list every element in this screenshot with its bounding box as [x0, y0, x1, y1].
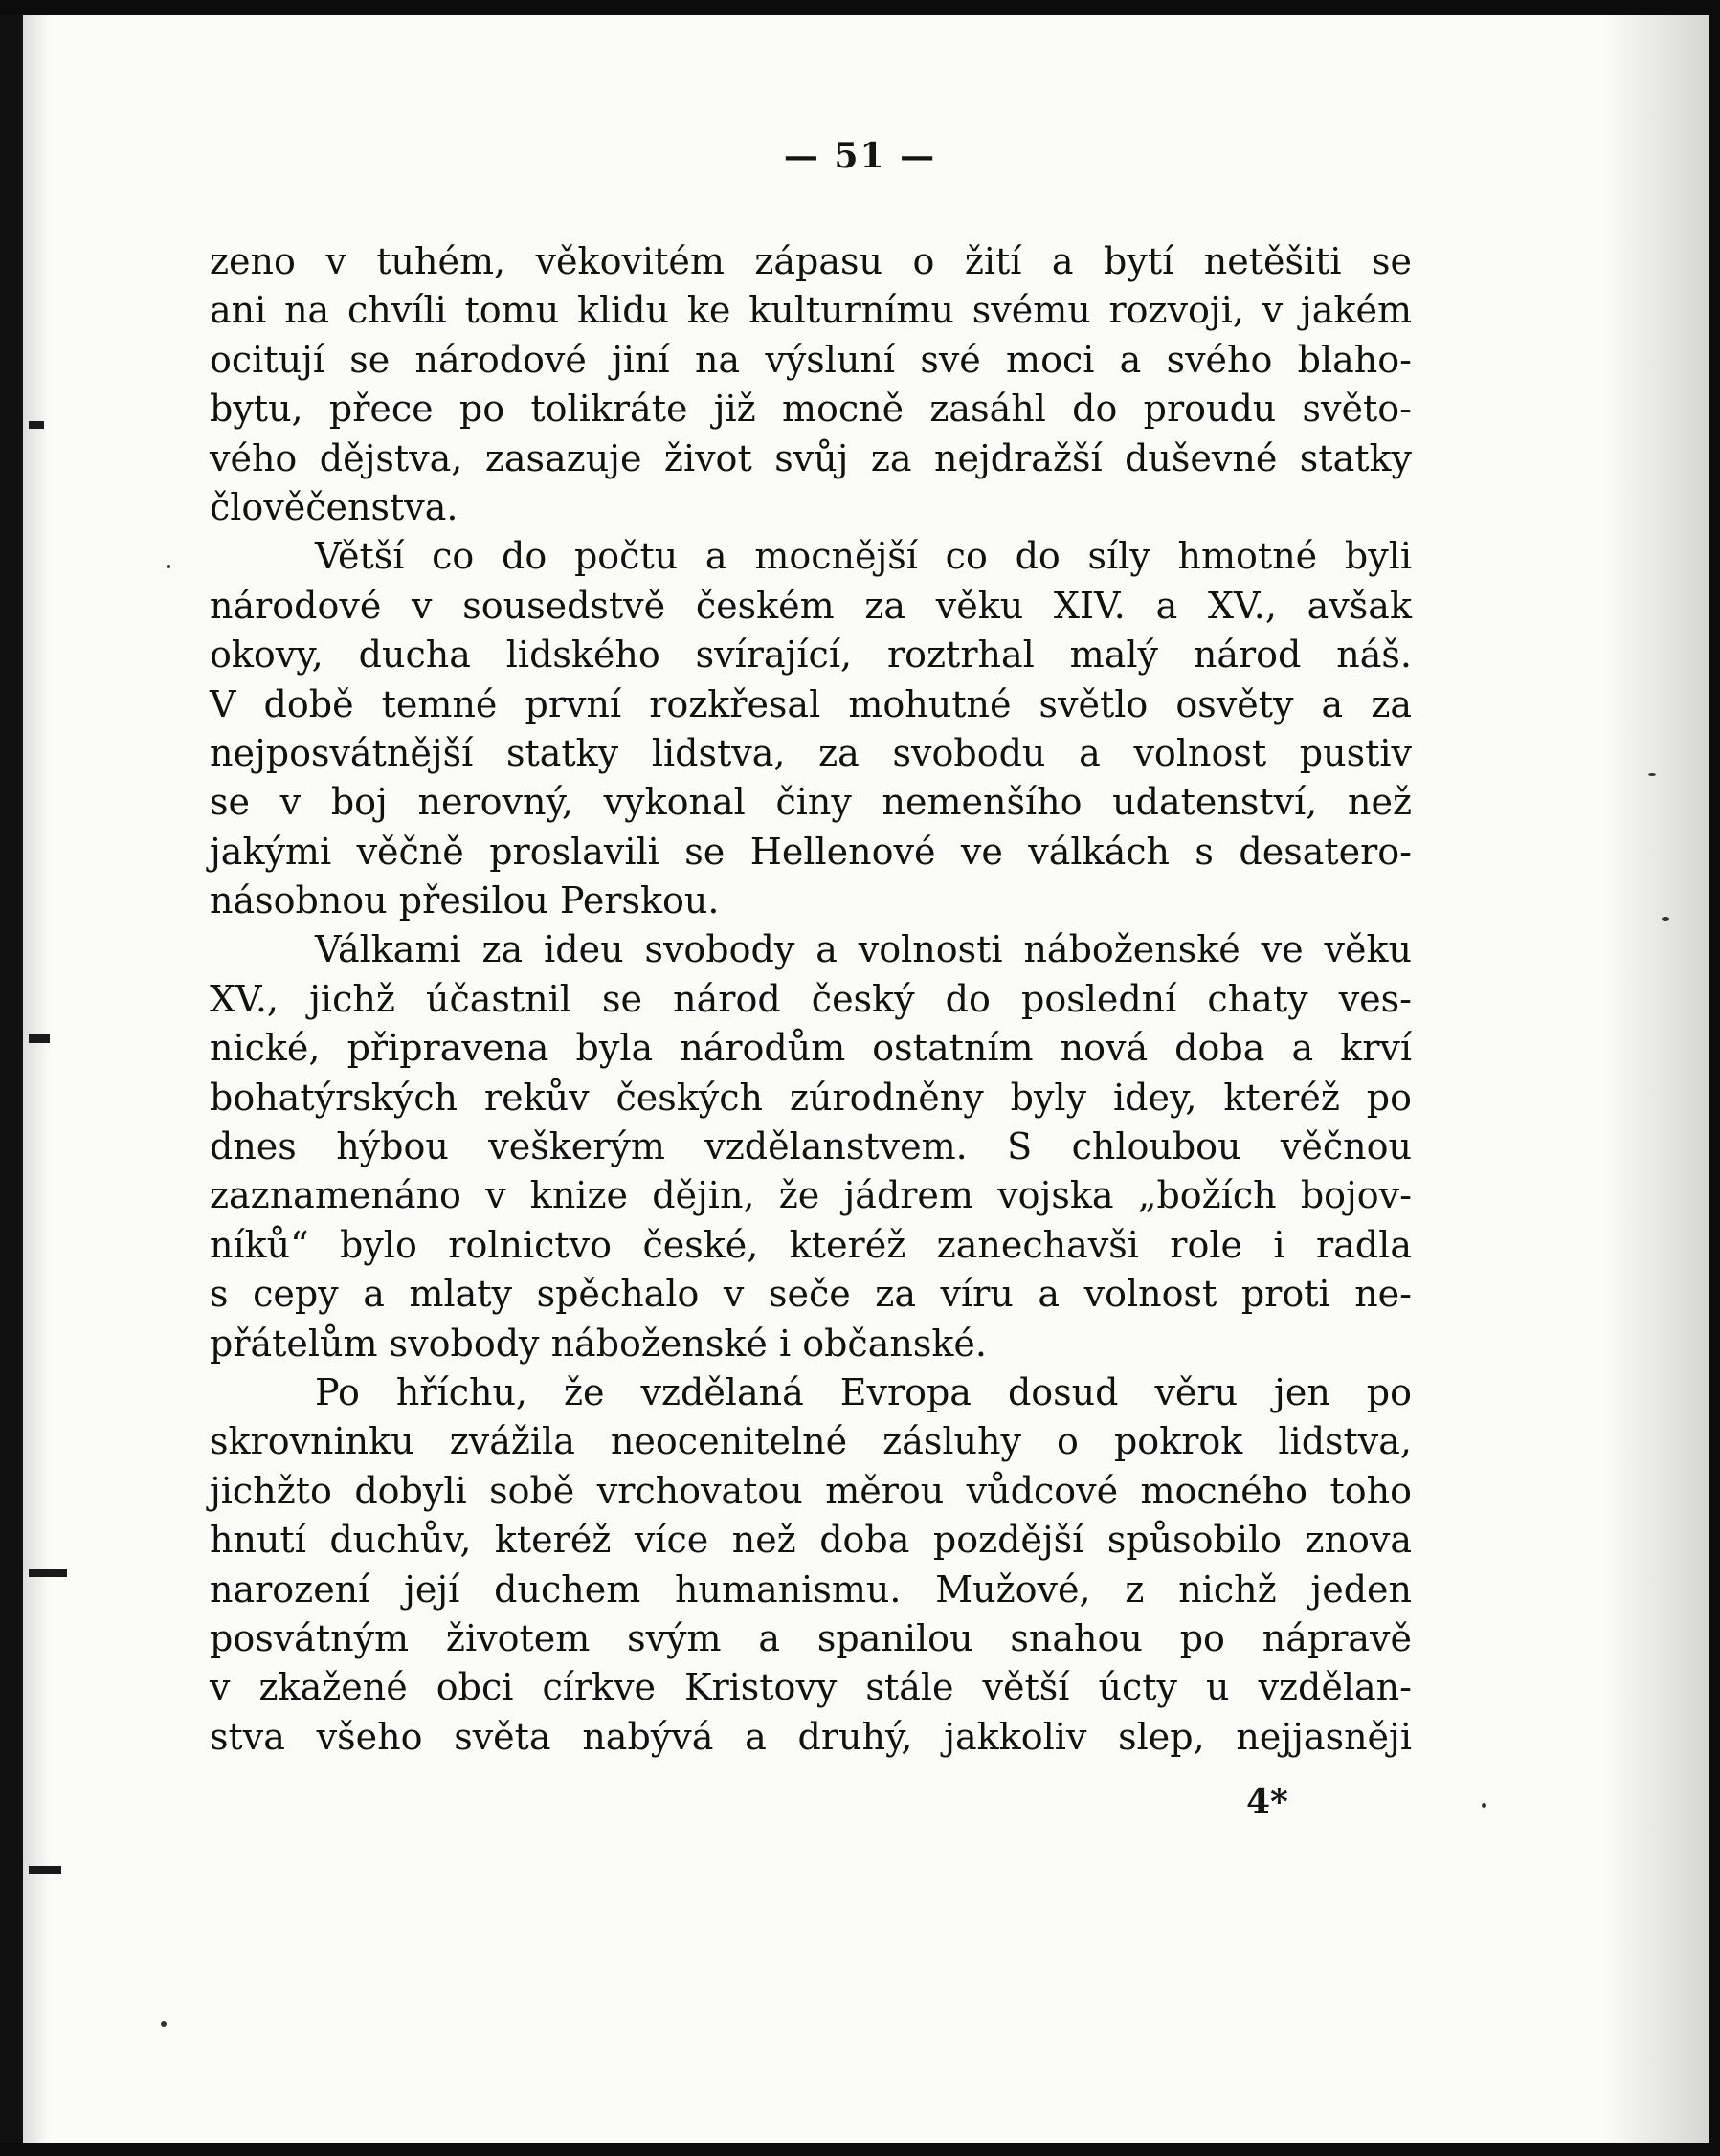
text-line: přátelům svobody náboženské i občanské.	[210, 1322, 987, 1365]
text-line: V době temné první rozkřesal mohutné světlo osvěty a za	[210, 682, 1412, 725]
text-line: národové v sousedstvě českém za věku XIV. a XV., avšak	[210, 584, 1412, 627]
text-line: Větší co do počtu a mocnější co do síly hmotné byli	[315, 535, 1412, 578]
text-line: vého dějstva, zasazuje život svůj za nejdražší duševné statky	[210, 436, 1412, 479]
binding-mark	[29, 1569, 67, 1577]
scan-speck	[167, 565, 170, 568]
page-number: — 51 —	[783, 136, 937, 176]
text-line: člověčenstva.	[210, 485, 458, 528]
paragraph	[210, 1368, 1412, 1762]
text-line: dnes hýbou veškerým vzdělanstvem. S chloubou věčnou	[210, 1125, 1412, 1168]
text-line: XV., jichž účastnil se národ český do poslední chaty ves-	[210, 977, 1412, 1020]
scan-speck	[1662, 917, 1669, 921]
text-line: stva všeho světa nabývá a druhý, jakkoliv slep, nejjasněji	[210, 1715, 1412, 1758]
text-line: jichžto dobyli sobě vrchovatou měrou vůdcové mocného toho	[210, 1469, 1412, 1512]
text-line: Válkami za ideu svobody a volnosti náboženské ve věku	[315, 928, 1412, 971]
text-line: se v boj nerovný, vykonal činy nemenšího udatenství, než	[210, 781, 1412, 824]
paragraph	[210, 532, 1412, 925]
text-line: nické, připravena byla národům ostatním nová doba a krví	[210, 1027, 1412, 1070]
text-line: zaznamenáno v knize dějin, že jádrem vojska „božích bojov-	[210, 1174, 1412, 1217]
scan-border-right	[1709, 0, 1720, 2156]
binding-mark	[29, 1866, 61, 1874]
binding-edge	[0, 0, 23, 2156]
text-line: Po hříchu, že vzdělaná Evropa dosud věru jen po	[315, 1370, 1412, 1413]
text-line: hnutí duchův, kteréž více než doba pozdější spůsobilo znova	[210, 1519, 1412, 1562]
binding-mark	[29, 421, 44, 429]
paragraph	[210, 925, 1412, 1368]
scan-border-bottom	[0, 2143, 1720, 2156]
scan-speck	[1482, 1803, 1486, 1808]
text-line: v zkažené obci církve Kristovy stále větší úcty u vzdělan-	[210, 1666, 1412, 1709]
scan-speck	[161, 2021, 167, 2027]
text-line: posvátným životem svým a spanilou snahou po nápravě	[210, 1616, 1412, 1659]
text-line: narození její duchem humanismu. Mužové, z nichž jeden	[210, 1567, 1412, 1611]
text-line: okovy, ducha lidského svírající, roztrhal malý národ náš.	[210, 633, 1412, 677]
text-line: skrovninku zvážila neocenitelné zásluhy o pokrok lidstva,	[210, 1420, 1412, 1463]
text-line: zeno v tuhém, věkovitém zápasu o žití a bytí netěšiti se	[210, 240, 1412, 282]
scan-speck	[1648, 773, 1656, 776]
binding-gutter	[23, 0, 52, 2156]
text-line: nejposvátnější statky lidstva, za svobodu a volnost pustiv	[210, 731, 1412, 774]
page-shadow	[1603, 0, 1709, 2156]
text-line: s cepy a mlaty spěchalo v seče za víru a volnost proti ne-	[210, 1273, 1412, 1316]
text-line: bohatýrských rekův českých zúrodněny byly idey, kteréž po	[210, 1076, 1412, 1119]
scan-border-top	[0, 0, 1720, 15]
text-line: ocitují se národové jiní na výsluní své moci a svého blaho-	[210, 338, 1412, 381]
binding-mark	[29, 1034, 50, 1043]
body-text	[210, 237, 1412, 1762]
text-line: bytu, přece po tolikráte již mocně zasáhl do proudu světo-	[210, 388, 1412, 431]
text-line: níků“ bylo rolnictvo české, kteréž zanechavši role i radla	[210, 1223, 1412, 1266]
signature-mark: 4*	[1246, 1782, 1288, 1822]
text-line: ani na chvíli tomu klidu ke kulturnímu svému rozvoji, v jakém	[210, 289, 1412, 332]
text-line: násobnou přesilou Perskou.	[210, 879, 720, 922]
paragraph	[210, 237, 1412, 532]
text-line: jakými věčně proslavili se Hellenové ve válkách s desatero-	[210, 830, 1412, 873]
